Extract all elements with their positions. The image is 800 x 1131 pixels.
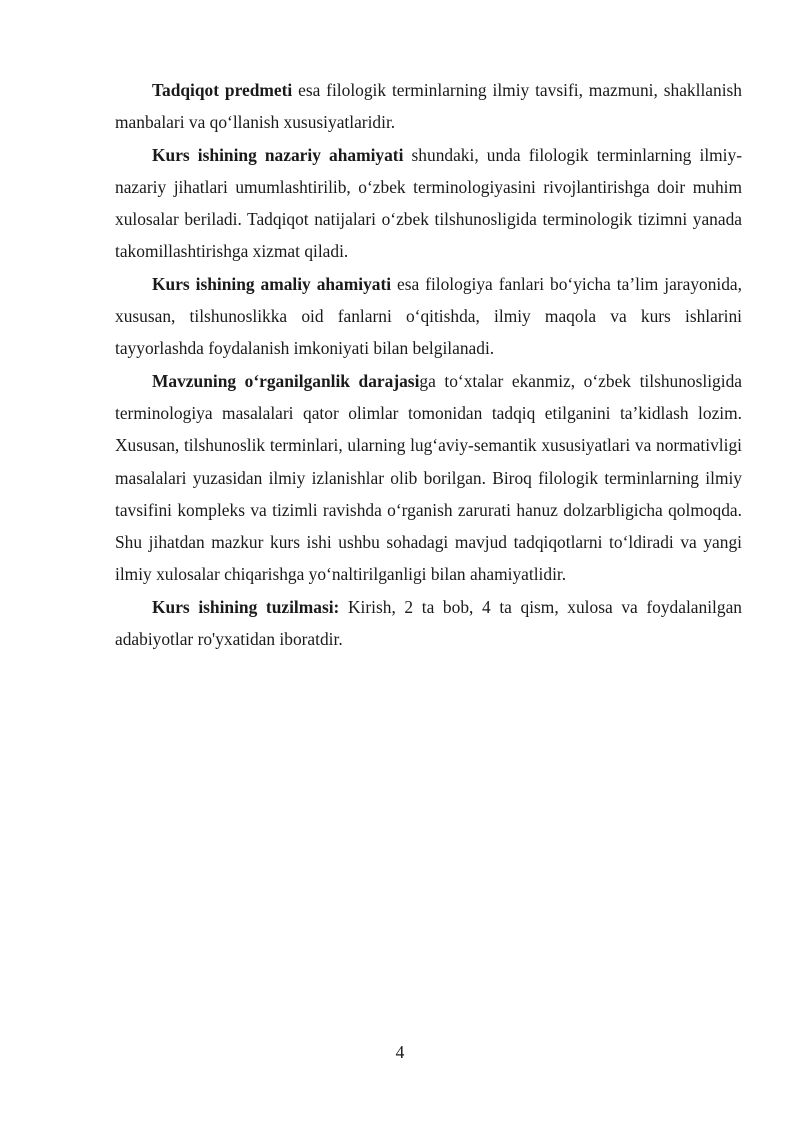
paragraph-theoretical-significance [115,139,742,268]
paragraph-text: Kirish, 2 ta bob, 4 ta qism, xulosa va foydalanilgan adabiyotlar ro'yxatidan iboratdir. [115,596,742,650]
paragraph-degree-of-study [115,365,742,591]
paragraph-text: esa filologik terminlarning ilmiy tavsifi, mazmuni, shakllanish manbalari va qo‘llanish xususiyatlaridir. [115,80,742,133]
body-text [115,74,742,655]
paragraph-lead: Kurs ishining tuzilmasi: [152,596,340,617]
paragraph-text: ga to‘xtalar ekanmiz, o‘zbek tilshunosligida terminologiya masalalari qator olimlar tomonidan tadqiq etilganini ta’kidlash lozim. Xususan, tilshunoslik terminlari, ularning lug‘aviy-semantik xususiyatlari va normativligi masalalari yuzasidan ilmiy izlanishlar olib borilgan. Biroq filologik terminlarning ilmiy tavsifini kompleks va tizimli ravishda o‘rganish zarurati hanuz dolzarbligicha qolmoqda. Shu jihatdan mazkur kurs ishi ushbu sohadagi mavjud tadqiqotlarni to‘ldiradi va yangi ilmiy xulosalar chiqarishga yo‘naltirilganligi bilan ahamiyatlidir. [115,370,742,585]
paragraph-practical-significance [115,268,742,365]
paragraph-lead: Mavzuning o‘rganilganlik darajasi [152,370,420,391]
page-number: 4 [395,1042,405,1062]
paragraph-research-subject [115,74,742,139]
paragraph-lead: Kurs ishining nazariy ahamiyati [152,144,404,165]
paragraph-structure [115,591,742,656]
paragraph-text: shundaki, unda filologik terminlarning ilmiy-nazariy jihatlari umumlashtirilib, o‘zbek terminologiyasini rivojlantirishga doir muhim xulosalar beriladi. Tadqiqot natijalari o‘zbek tilshunosligida terminologik tizimni yanada takomillashtirishga xizmat qiladi. [115,144,742,262]
paragraph-lead: Tadqiqot predmeti [152,80,293,100]
paragraph-lead: Kurs ishining amaliy ahamiyati [152,273,392,294]
paragraph-text: esa filologiya fanlari bo‘yicha ta’lim jarayonida, xususan, tilshunoslikka oid fanlarni o‘qitishda, ilmiy maqola va kurs ishlarini tayyorlashda foydalanish imkoniyati bilan belgilanadi. [115,273,742,359]
